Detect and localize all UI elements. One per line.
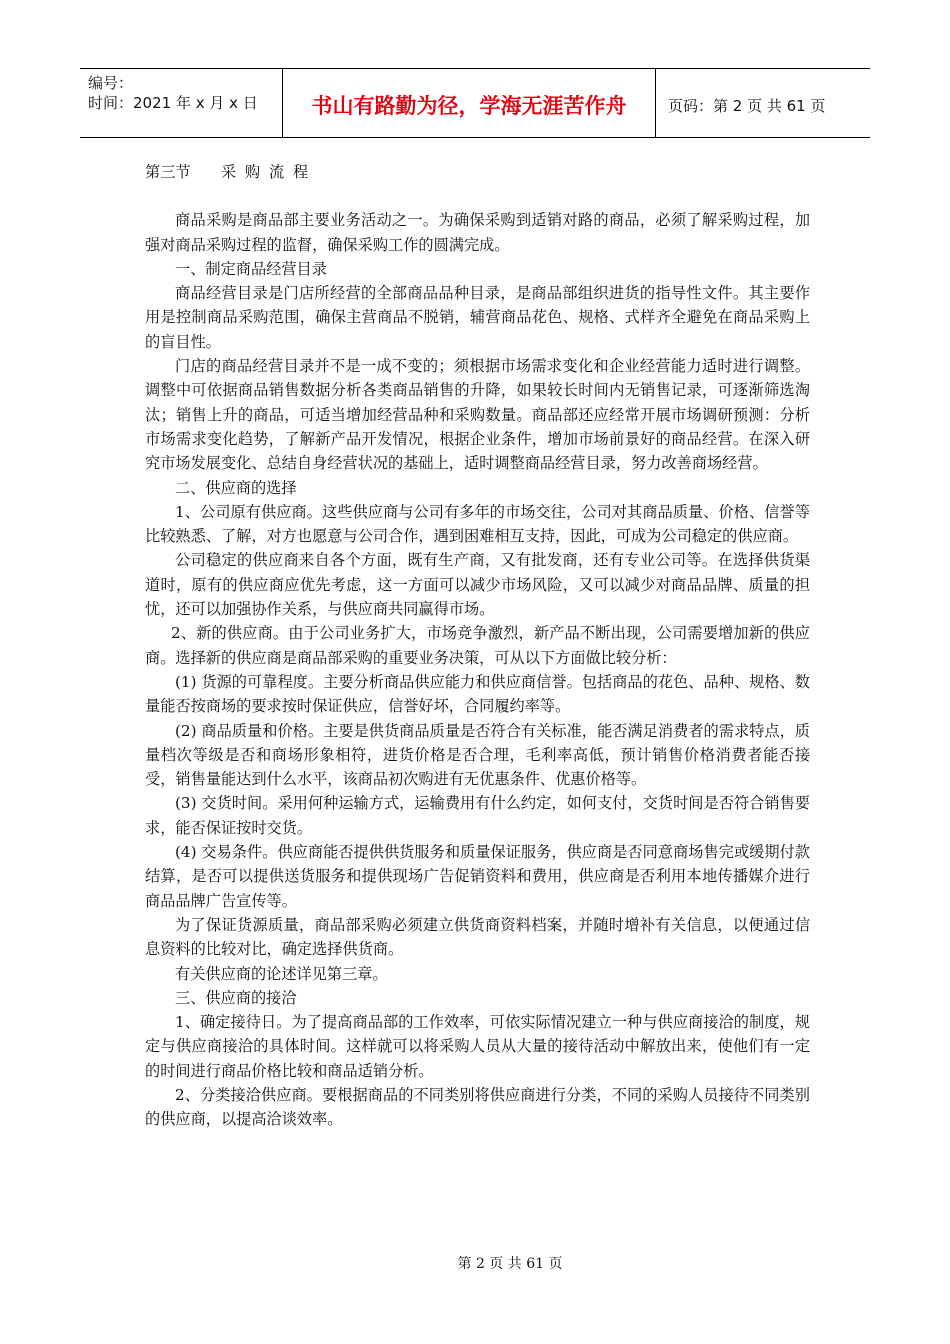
- header-meta-cell: [80, 69, 283, 137]
- header-motto: 书山有路勤为径，学海无涯苦作舟: [283, 69, 656, 137]
- list-item: (1) 货源的可靠程度。主要分析商品供应能力和供应商信誉。包括商品的花色、品种、规格、数量能否按商场的要求按时保证供应，信誉好坏，合同履约率等。: [145, 672, 810, 716]
- paragraph: 门店的商品经营目录并不是一成不变的；须根据市场需求变化和企业经营能力适时进行调整。调整中可依据商品销售数据分析各类商品销售的升降，如果较长时间内无销售记录，可逐渐筛选淘汰；销售上升的商品，可适当增加经营品种和采购数量。商品部还应经常开展市场调研预测：分析市场需求变化趋势，了解新产品开发情况，根据企业条件，增加市场前景好的商品经营。在深入研究市场发展变化、总结自身经营状况的基础上，适时调整商品经营目录，努力改善商场经营。: [145, 357, 810, 473]
- section-heading: 一、制定商品经营目录: [175, 259, 327, 278]
- paragraph: 公司稳定的供应商来自各个方面，既有生产商，又有批发商，还有专业公司等。在选择供货渠道时，原有的供应商应优先考虑，这一方面可以减少市场风险，又可以减少对商品品牌、质量的担忧，还可以加强协作关系，与供应商共同赢得市场。: [145, 551, 810, 619]
- list-item: (2) 商品质量和价格。主要是供货商品质量是否符合有关标准，能否满足消费者的需求特点，质量档次等级是否和商场形象相符，进货价格是否合理，毛利率高低，预计销售价格消费者能否接受，销售量能达到什么水平，该商品初次购进有无优惠条件、优惠价格等。: [145, 721, 810, 789]
- paragraph: 2、新的供应商。由于公司业务扩大，市场竞争激烈，新产品不断出现，公司需要增加新的供应商。选择新的供应商是商品部采购的重要业务决策，可从以下方面做比较分析：: [145, 624, 810, 667]
- header-table: [80, 68, 870, 138]
- document-date-label: 时间：2021 年 x 月 x 日: [88, 94, 258, 112]
- list-item: (4) 交易条件。供应商能否提供供货服务和质量保证服务，供应商是否同意商场售完或缓期付款结算，是否可以提供送货服务和提供现场广告促销资料和费用，供应商是否利用本地传播媒介进行商品品牌广告宣传等。: [145, 843, 810, 910]
- header-page-info: 页码：第 2 页 共 61 页: [668, 96, 826, 115]
- paragraph: 1、确定接待日。为了提高商品部的工作效率，可依实际情况建立一种与供应商接洽的制度，规定与供应商接洽的具体时间。这样就可以将采购人员从大量的接待活动中解放出来，使他们有一定的时间进行商品价格比较和商品适销分析。: [145, 1013, 810, 1080]
- section-heading: 二、供应商的选择: [175, 478, 297, 497]
- list-item: (3) 交货时间。采用何种运输方式，运输费用有什么约定，如何支付，交货时间是否符合销售要求，能否保证按时交货。: [145, 794, 810, 837]
- section-heading: 三、供应商的接洽: [175, 988, 297, 1007]
- paragraph: 有关供应商的论述详见第三章。: [175, 964, 388, 983]
- section-title: 第三节 采 购 流 程: [145, 163, 309, 181]
- paragraph: 商品采购是商品部主要业务活动之一。为确保采购到适销对路的商品，必须了解采购过程，加强对商品采购过程的监督，确保采购工作的圆满完成。: [145, 211, 810, 254]
- document-body: [145, 160, 810, 1132]
- document-number-label: 编号：: [88, 74, 134, 92]
- paragraph: 1、公司原有供应商。这些供应商与公司有多年的市场交往，公司对其商品质量、价格、信誉等比较熟悉、了解，对方也愿意与公司合作，遇到困难相互支持，因此，可成为公司稳定的供应商。: [145, 502, 810, 546]
- page-footer: 第 2 页 共 61 页: [457, 1256, 563, 1272]
- paragraph: 为了保证货源质量，商品部采购必须建立供货商资料档案，并随时增补有关信息，以便通过信息资料的比较对比，确定选择供货商。: [145, 915, 810, 959]
- paragraph: 商品经营目录是门店所经营的全部商品品种目录，是商品部组织进货的指导性文件。其主要作用是控制商品采购范围，确保主营商品不脱销，辅营商品花色、规格、式样齐全避免在商品采购上的盲目性。: [145, 284, 810, 351]
- paragraph: 2、分类接洽供应商。要根据商品的不同类别将供应商进行分类，不同的采购人员接待不同类别的供应商，以提高洽谈效率。: [145, 1085, 810, 1129]
